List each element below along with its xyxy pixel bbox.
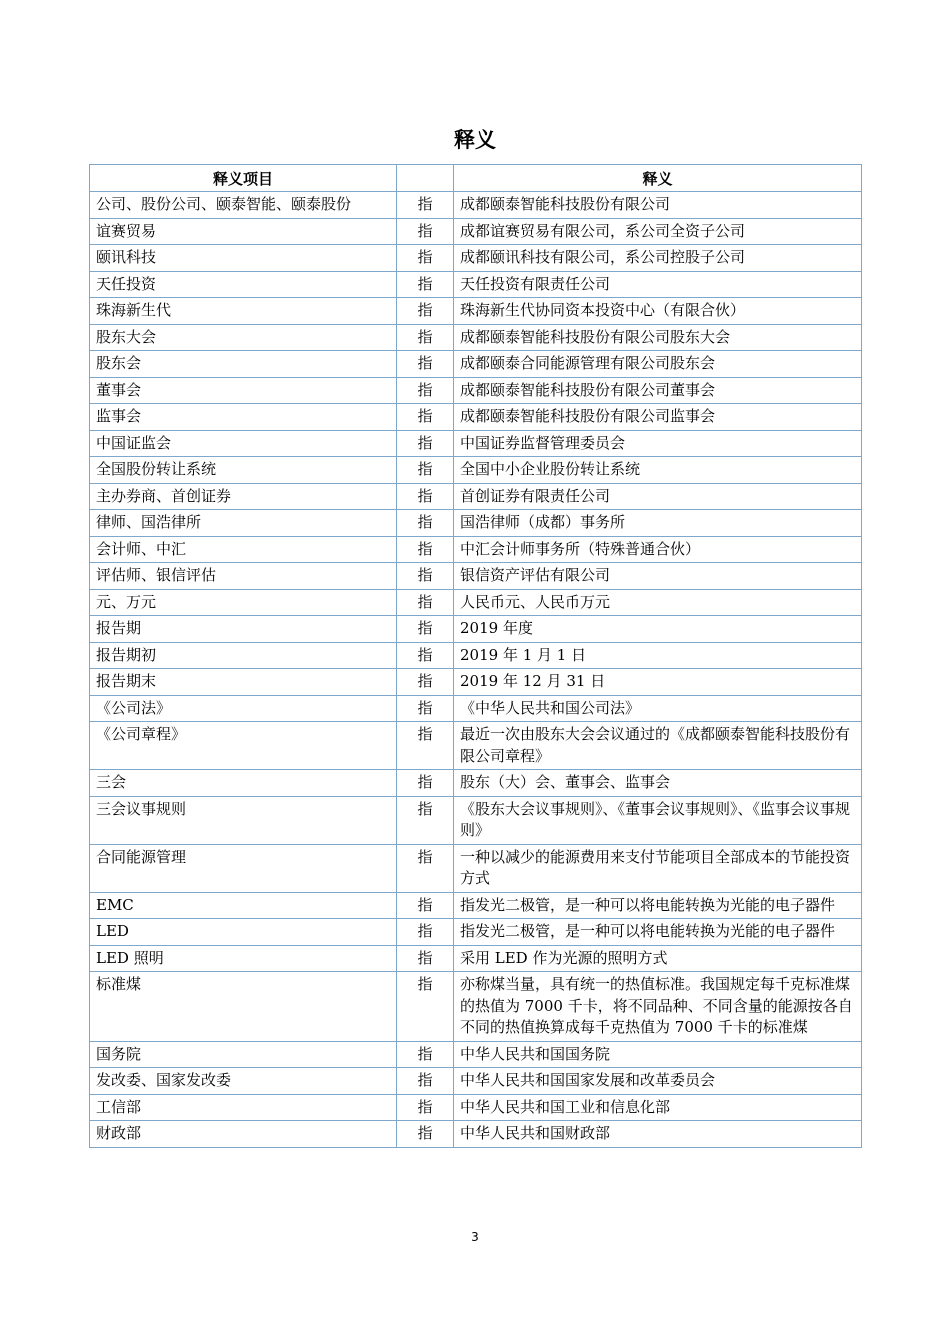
ref-cell: 指 (397, 1041, 454, 1068)
header-definition: 释义 (454, 165, 862, 192)
term-cell: 《公司章程》 (90, 722, 397, 770)
table-row (90, 563, 862, 590)
term-cell: 珠海新生代 (90, 298, 397, 325)
term-cell: 报告期末 (90, 669, 397, 696)
definition-cell: 2019 年 12 月 31 日 (454, 669, 862, 696)
definition-cell: 人民币元、人民币万元 (454, 589, 862, 616)
ref-cell: 指 (397, 324, 454, 351)
term-cell: 报告期 (90, 616, 397, 643)
header-ref (397, 165, 454, 192)
ref-cell: 指 (397, 351, 454, 378)
ref-cell: 指 (397, 483, 454, 510)
ref-cell: 指 (397, 770, 454, 797)
ref-cell: 指 (397, 192, 454, 219)
ref-cell: 指 (397, 404, 454, 431)
term-cell: 发改委、国家发改委 (90, 1068, 397, 1095)
ref-cell: 指 (397, 510, 454, 537)
table-row (90, 669, 862, 696)
table-row (90, 1121, 862, 1148)
table-row (90, 536, 862, 563)
definition-cell: 中华人民共和国国家发展和改革委员会 (454, 1068, 862, 1095)
term-cell: 报告期初 (90, 642, 397, 669)
definition-cell: 银信资产评估有限公司 (454, 563, 862, 590)
table-row (90, 1068, 862, 1095)
definition-cell: 珠海新生代协同资本投资中心（有限合伙） (454, 298, 862, 325)
table-row (90, 972, 862, 1042)
term-cell: 律师、国浩律所 (90, 510, 397, 537)
definition-cell: 指发光二极管，是一种可以将电能转换为光能的电子器件 (454, 892, 862, 919)
table-row (90, 642, 862, 669)
definition-cell: 《中华人民共和国公司法》 (454, 695, 862, 722)
table-row (90, 404, 862, 431)
definition-cell: 亦称煤当量，具有统一的热值标准。我国规定每千克标准煤的热值为 7000 千卡，将不同品种、不同含量的能源按各自不同的热值换算成每千克热值为 7000 千卡的标准煤 (454, 972, 862, 1042)
definition-cell: 成都颐泰智能科技股份有限公司监事会 (454, 404, 862, 431)
table-row (90, 1094, 862, 1121)
definition-cell: 一种以减少的能源费用来支付节能项目全部成本的节能投资方式 (454, 844, 862, 892)
ref-cell: 指 (397, 919, 454, 946)
term-cell: 天任投资 (90, 271, 397, 298)
ref-cell: 指 (397, 972, 454, 1042)
definition-cell: 全国中小企业股份转让系统 (454, 457, 862, 484)
table-row (90, 770, 862, 797)
definition-cell: 成都颐讯科技有限公司，系公司控股子公司 (454, 245, 862, 272)
table-row (90, 377, 862, 404)
page-title: 释义 (454, 128, 496, 152)
ref-cell: 指 (397, 589, 454, 616)
table-row (90, 722, 862, 770)
term-cell: 合同能源管理 (90, 844, 397, 892)
ref-cell: 指 (397, 245, 454, 272)
term-cell: 股东大会 (90, 324, 397, 351)
term-cell: EMC (90, 892, 397, 919)
ref-cell: 指 (397, 563, 454, 590)
term-cell: 三会 (90, 770, 397, 797)
definition-cell: 首创证券有限责任公司 (454, 483, 862, 510)
ref-cell: 指 (397, 722, 454, 770)
table-row (90, 430, 862, 457)
term-cell: 谊赛贸易 (90, 218, 397, 245)
term-cell: 颐讯科技 (90, 245, 397, 272)
definition-cell: 成都颐泰智能科技股份有限公司股东大会 (454, 324, 862, 351)
ref-cell: 指 (397, 796, 454, 844)
definition-cell: 成都颐泰合同能源管理有限公司股东会 (454, 351, 862, 378)
definition-cell: 最近一次由股东大会会议通过的《成都颐泰智能科技股份有限公司章程》 (454, 722, 862, 770)
definition-cell: 天任投资有限责任公司 (454, 271, 862, 298)
term-cell: 董事会 (90, 377, 397, 404)
definition-cell: 成都颐泰智能科技股份有限公司董事会 (454, 377, 862, 404)
ref-cell: 指 (397, 844, 454, 892)
definition-cell: 国浩律师（成都）事务所 (454, 510, 862, 537)
term-cell: 会计师、中汇 (90, 536, 397, 563)
table-row (90, 298, 862, 325)
ref-cell: 指 (397, 218, 454, 245)
definitions-table (89, 164, 862, 1148)
ref-cell: 指 (397, 695, 454, 722)
definition-cell: 中华人民共和国工业和信息化部 (454, 1094, 862, 1121)
definition-cell: 中华人民共和国财政部 (454, 1121, 862, 1148)
ref-cell: 指 (397, 616, 454, 643)
term-cell: 《公司法》 (90, 695, 397, 722)
table-row (90, 589, 862, 616)
term-cell: 全国股份转让系统 (90, 457, 397, 484)
definition-cell: 采用 LED 作为光源的照明方式 (454, 945, 862, 972)
definition-cell: 中汇会计师事务所（特殊普通合伙） (454, 536, 862, 563)
definition-cell: 《股东大会议事规则》、《董事会议事规则》、《监事会议事规则》 (454, 796, 862, 844)
term-cell: 评估师、银信评估 (90, 563, 397, 590)
ref-cell: 指 (397, 430, 454, 457)
ref-cell: 指 (397, 1121, 454, 1148)
table-row (90, 616, 862, 643)
ref-cell: 指 (397, 642, 454, 669)
term-cell: 工信部 (90, 1094, 397, 1121)
definition-cell: 中国证券监督管理委员会 (454, 430, 862, 457)
term-cell: 财政部 (90, 1121, 397, 1148)
term-cell: 主办券商、首创证券 (90, 483, 397, 510)
term-cell: 股东会 (90, 351, 397, 378)
ref-cell: 指 (397, 945, 454, 972)
definition-cell: 成都谊赛贸易有限公司，系公司全资子公司 (454, 218, 862, 245)
table-row (90, 945, 862, 972)
definition-cell: 中华人民共和国国务院 (454, 1041, 862, 1068)
table-row (90, 351, 862, 378)
ref-cell: 指 (397, 457, 454, 484)
definition-cell: 股东（大）会、董事会、监事会 (454, 770, 862, 797)
ref-cell: 指 (397, 377, 454, 404)
table-row (90, 192, 862, 219)
term-cell: 中国证监会 (90, 430, 397, 457)
table-row (90, 844, 862, 892)
term-cell: 公司、股份公司、颐泰智能、颐泰股份 (90, 192, 397, 219)
table-row (90, 483, 862, 510)
header-term: 释义项目 (90, 165, 397, 192)
table-row (90, 695, 862, 722)
ref-cell: 指 (397, 892, 454, 919)
table-row (90, 892, 862, 919)
table-row (90, 796, 862, 844)
table-row (90, 919, 862, 946)
term-cell: 监事会 (90, 404, 397, 431)
table-row (90, 324, 862, 351)
definition-cell: 2019 年 1 月 1 日 (454, 642, 862, 669)
term-cell: 元、万元 (90, 589, 397, 616)
definition-cell: 成都颐泰智能科技股份有限公司 (454, 192, 862, 219)
ref-cell: 指 (397, 271, 454, 298)
ref-cell: 指 (397, 1068, 454, 1095)
table-row (90, 1041, 862, 1068)
definition-cell: 指发光二极管，是一种可以将电能转换为光能的电子器件 (454, 919, 862, 946)
term-cell: 标准煤 (90, 972, 397, 1042)
table-row (90, 510, 862, 537)
ref-cell: 指 (397, 298, 454, 325)
definition-cell: 2019 年度 (454, 616, 862, 643)
table-row (90, 271, 862, 298)
table-row (90, 457, 862, 484)
ref-cell: 指 (397, 536, 454, 563)
page-number: 3 (471, 1230, 479, 1244)
term-cell: LED 照明 (90, 945, 397, 972)
ref-cell: 指 (397, 1094, 454, 1121)
table-row (90, 245, 862, 272)
term-cell: 三会议事规则 (90, 796, 397, 844)
term-cell: 国务院 (90, 1041, 397, 1068)
table-row (90, 218, 862, 245)
ref-cell: 指 (397, 669, 454, 696)
term-cell: LED (90, 919, 397, 946)
table-header-row (90, 165, 862, 192)
